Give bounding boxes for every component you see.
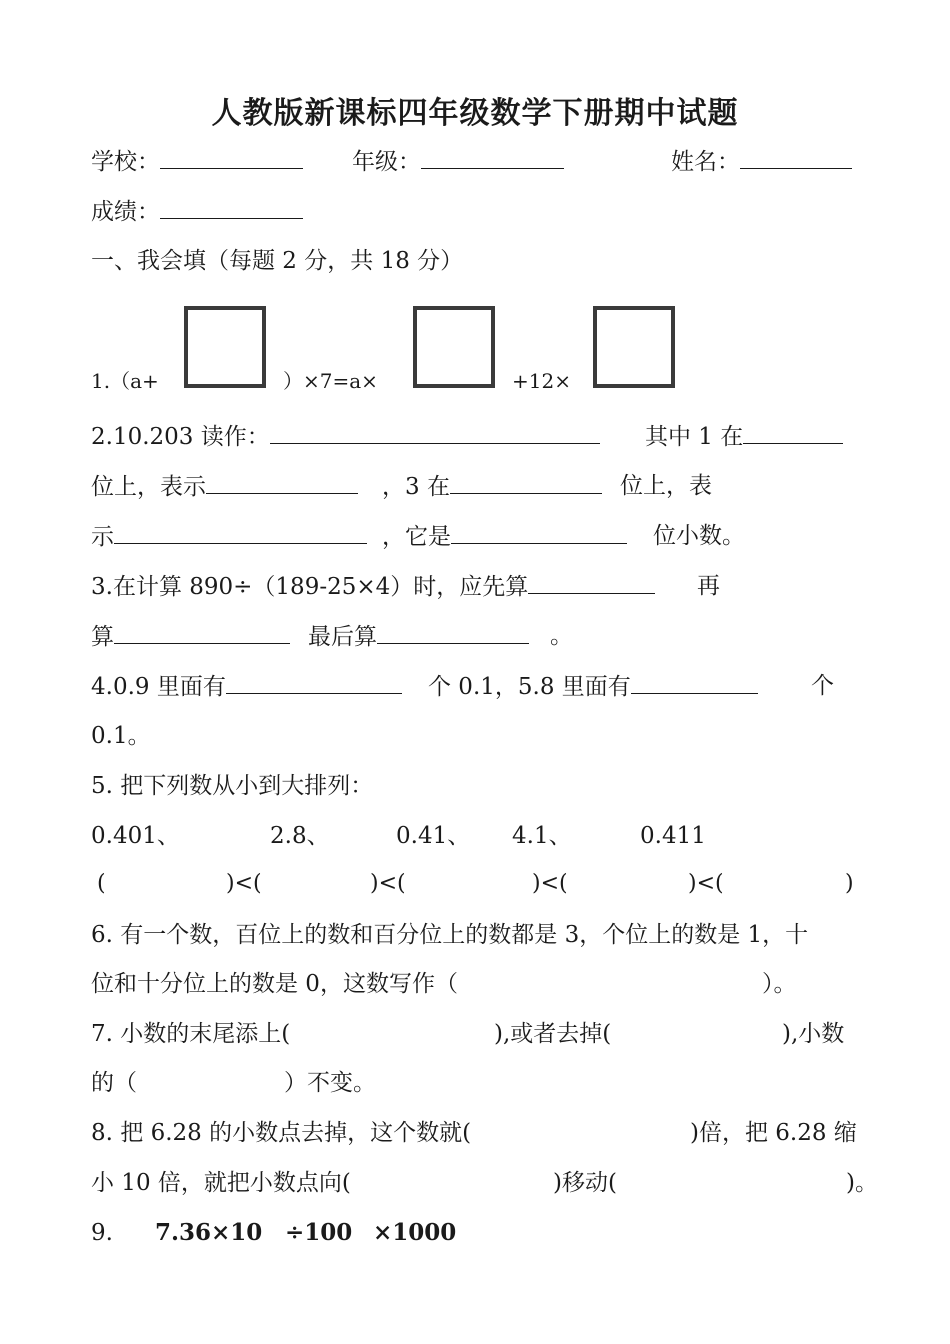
- score-label: 成绩：: [91, 199, 160, 225]
- q1-part3: +12×: [512, 369, 571, 393]
- q5-number-4: 4.1、: [512, 823, 572, 849]
- q1-part2: ）×7=a×: [283, 369, 378, 393]
- q5-text: 5. 把下列数从小到大排列：: [91, 773, 374, 799]
- name-label: 姓名：: [671, 149, 740, 175]
- q2-line3: [91, 521, 367, 552]
- q1-box-2[interactable]: [413, 306, 495, 388]
- q2-blank-meaning3[interactable]: [114, 521, 367, 544]
- q8-text-c: 小 10 倍，就把小数点向(: [91, 1170, 351, 1196]
- q3-line2b: [308, 621, 529, 652]
- q2-line1b: [645, 421, 843, 452]
- score-field: [91, 196, 303, 227]
- q4-line1: [91, 671, 402, 702]
- school-label: 学校：: [91, 149, 160, 175]
- q2-text-f: 示: [91, 524, 114, 550]
- school-field: [91, 146, 303, 177]
- q2-blank-place1[interactable]: [743, 421, 843, 444]
- q7-text-d: 的（: [91, 1070, 137, 1096]
- q9-expr-1: 7.36×10: [155, 1219, 263, 1246]
- q4-text-c: 个: [811, 673, 834, 699]
- q2-line3b: [382, 521, 627, 552]
- q2-text-g: ，它是: [382, 524, 451, 550]
- page-title: 人教版新课标四年级数学下册期中试题: [211, 96, 739, 131]
- q3-text-c: 算: [91, 624, 114, 650]
- q7-text-a: 7. 小数的末尾添上(: [91, 1021, 291, 1047]
- grade-blank[interactable]: [421, 146, 564, 169]
- q3-blank-last[interactable]: [377, 621, 529, 644]
- q5-number-2: 2.8、: [270, 823, 330, 849]
- q5-paren-1: )<(: [226, 871, 262, 896]
- q4-text-a: 4.0.9 里面有: [91, 674, 226, 700]
- q1-box-1[interactable]: [184, 306, 266, 388]
- q2-blank-reading[interactable]: [270, 421, 600, 444]
- score-blank[interactable]: [160, 196, 303, 219]
- q5-paren-2: )<(: [370, 871, 406, 896]
- q8-text-a: 8. 把 6.28 的小数点去掉，这个数就(: [91, 1120, 472, 1146]
- q9-expr-2: ÷100: [285, 1219, 353, 1246]
- grade-field: [352, 146, 564, 177]
- q2-line1: [91, 421, 600, 452]
- name-field: [671, 146, 852, 177]
- q2-text-e: 位上，表: [620, 473, 712, 499]
- q3-text-b: 再: [697, 573, 720, 599]
- q8-text-d: )移动(: [553, 1170, 617, 1196]
- q2-text-d: ，3 在: [382, 474, 450, 500]
- q4-text-d: 0.1。: [91, 723, 151, 749]
- q2-blank-meaning1[interactable]: [206, 471, 358, 494]
- q5-paren-4: )<(: [688, 871, 724, 896]
- q3-text-e: 。: [550, 623, 573, 649]
- q2-blank-place3[interactable]: [450, 471, 602, 494]
- q5-paren-5: ): [845, 871, 854, 896]
- q3-line2: [91, 621, 290, 652]
- q2-line2: [91, 471, 358, 502]
- q8-text-b: )倍，把 6.28 缩: [690, 1120, 857, 1146]
- q2-text-c: 位上，表示: [91, 474, 206, 500]
- q6-line1: 6. 有一个数，百位上的数和百分位上的数都是 3，个位上的数是 1，十: [91, 922, 809, 948]
- q7-text-b: ),或者去掉(: [494, 1021, 612, 1047]
- q3-text-d: 最后算: [308, 624, 377, 650]
- q7-text-e: ）不变。: [284, 1070, 376, 1096]
- q7-text-c: ),小数: [782, 1021, 845, 1047]
- q1-box-3[interactable]: [593, 306, 675, 388]
- q4-blank-2[interactable]: [631, 671, 758, 694]
- q3-blank-second[interactable]: [114, 621, 290, 644]
- q1-part1: 1.（a+: [91, 369, 159, 393]
- q3-line1: [91, 571, 655, 602]
- q2-blank-decimal-places[interactable]: [451, 521, 627, 544]
- q9-num: 9.: [91, 1220, 113, 1246]
- q8-text-e: )。: [846, 1170, 878, 1196]
- q2-text-a: 2.10.203 读作：: [91, 424, 270, 450]
- q5-number-5: 0.411: [640, 823, 706, 849]
- q2-text-b: 其中 1 在: [645, 424, 744, 450]
- q2-line2b: [382, 471, 602, 502]
- grade-label: 年级：: [352, 149, 421, 175]
- q5-paren-3: )<(: [532, 871, 568, 896]
- q9-expr-3: ×1000: [373, 1219, 457, 1246]
- name-blank[interactable]: [740, 146, 852, 169]
- school-blank[interactable]: [160, 146, 303, 169]
- q6-line2b: ）。: [762, 971, 797, 997]
- q4-text-b: 个 0.1，5.8 里面有: [428, 674, 631, 700]
- q3-text-a: 3.在计算 890÷（189-25×4）时，应先算: [91, 574, 529, 600]
- q5-number-1: 0.401、: [91, 823, 180, 849]
- section1-heading: 一、我会填（每题 2 分，共 18 分）: [91, 248, 464, 274]
- q4-line1b: [428, 671, 758, 702]
- q6-line2a: 位和十分位上的数是 0，这数写作（: [91, 971, 458, 997]
- q2-text-h: 位小数。: [653, 523, 745, 549]
- q5-number-3: 0.41、: [396, 823, 471, 849]
- q4-blank-1[interactable]: [226, 671, 402, 694]
- q3-blank-first[interactable]: [528, 571, 655, 594]
- q5-paren-0: (: [97, 871, 106, 896]
